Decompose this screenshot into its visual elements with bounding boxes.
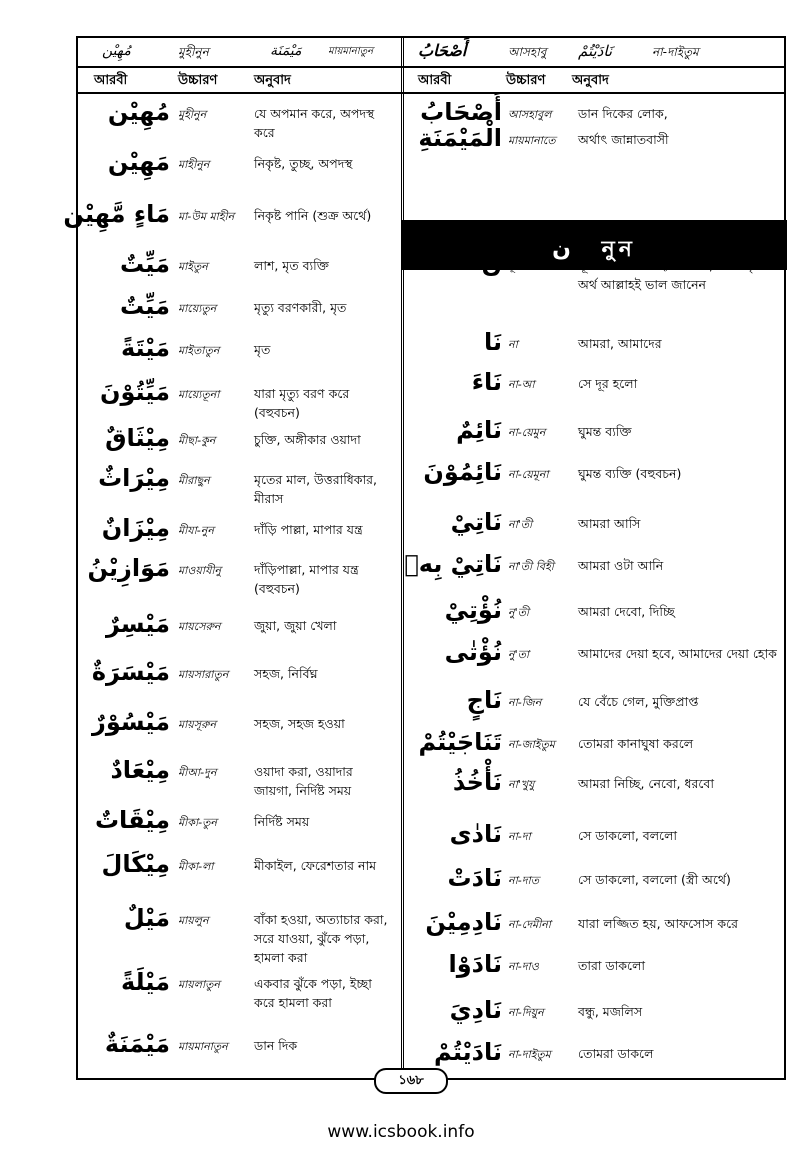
left-entry-pronunciation: মাইতুন: [178, 260, 208, 273]
right-entry-arabic: نَادَيْتُمْ: [434, 1038, 502, 1066]
left-entry-pronunciation: মায়সূরুন: [178, 718, 217, 731]
right-entry-arabic: نَأْخُذُ: [452, 768, 502, 796]
right-entry-arabic: نُؤْتٰى: [444, 638, 502, 666]
left-entry-arabic: مَيِّتٌ: [119, 250, 170, 278]
left-entry-arabic: مَيْسُوْرٌ: [92, 708, 170, 736]
right-top-entry-arabic: الْمَيْمَنَةِ: [418, 124, 502, 152]
right-top-entry-meaning: অর্থাৎ জান্নাতবাসী: [578, 132, 669, 147]
left-entry-pronunciation: মায়লাতুন: [178, 978, 220, 991]
right-entry-meaning: ঘুমন্ত ব্যক্তি (বহুবচন): [578, 466, 682, 481]
right-entry-meaning: আমরা আসি: [578, 516, 641, 531]
right-entry-pronunciation: না-দাত: [508, 874, 539, 887]
right-entry-meaning: যে বেঁচে গেল, মুক্তিপ্রাপ্ত: [578, 694, 699, 709]
right-entry-pronunciation: না-য়েমূনা: [508, 468, 549, 481]
left-entry-meaning: জুয়া, জুয়া খেলা: [254, 618, 337, 633]
footer-url: www.icsbook.info: [327, 1122, 475, 1142]
right-entry-arabic: ن: [481, 250, 502, 278]
left-entry-arabic: مَهِيْن: [107, 148, 170, 176]
left-entry-meaning: দাঁড়িপাল্লা, মাপার যন্ত্র (বহুবচন): [254, 562, 359, 596]
left-entry-meaning: যে অপমান করে, অপদস্থ করে: [254, 106, 375, 140]
header-right-translit-2: না-দাইতুম: [652, 45, 699, 59]
right-entry-pronunciation: না-দেমীনা: [508, 918, 551, 931]
left-entry-meaning: একবার ঝুঁকে পড়া, ইচ্ছা করে হামলা করা: [254, 976, 372, 1010]
header-right-translit-1: আসহাবু: [508, 45, 547, 59]
left-entry-meaning: সহজ, সহজ হওয়া: [254, 716, 345, 731]
left-entry-pronunciation: মা-উম মাহীন: [178, 210, 235, 223]
label-arabic-right: আরবী: [418, 73, 452, 88]
right-entry-pronunciation: না-দিয়ুন: [508, 1006, 544, 1019]
left-entry-arabic: مَيْتَةً: [120, 334, 170, 362]
left-entry-pronunciation: মায়লুন: [178, 914, 209, 927]
left-entry-arabic: مِيْقَاتٌ: [94, 806, 170, 834]
left-entry-arabic: مَيْسِرٌ: [105, 610, 170, 638]
right-entry-arabic: نَادِمِيْنَ: [425, 908, 502, 936]
right-entry-meaning: সে ডাকলো, বললো: [578, 828, 678, 843]
left-entry-meaning: নিকৃষ্ট, তুচ্ছ, অপদস্থ: [254, 156, 353, 171]
left-entry-pronunciation: মীছা-কুন: [178, 434, 216, 447]
left-entry-pronunciation: মাওয়াযীনু: [178, 564, 222, 577]
right-entry-arabic: نُؤْتِيْ: [444, 596, 502, 624]
left-entry-arabic: مَيْلَةً: [120, 968, 170, 996]
header-left-arabic-1: مُهِيْن: [102, 43, 131, 59]
right-entry-meaning: আমরা দেবো, দিচ্ছি: [578, 604, 675, 619]
right-entry-pronunciation: নু'তী: [508, 606, 529, 619]
left-entry-meaning: সহজ, নির্বিঘ্ন: [254, 666, 318, 681]
right-entry-pronunciation: না'তী: [508, 518, 533, 531]
label-translation-right: অনুবাদ: [572, 73, 609, 88]
header-row: [78, 38, 784, 68]
right-entry-pronunciation: না-দাও: [508, 960, 539, 973]
left-entry-meaning: যারা মৃত্যু বরণ করে (বহুবচন): [254, 386, 350, 420]
right-entry-meaning: সে ডাকলো, বললো (স্ত্রী অর্থে): [578, 872, 731, 887]
right-entry-arabic: تَنَاجَيْتُمْ: [418, 728, 502, 756]
right-entry-meaning: আমাদের দেয়া হবে, আমাদের দেয়া হোক: [578, 646, 777, 661]
column-label-row: [78, 68, 784, 94]
right-entry-arabic: نَائِمُوْنَ: [423, 458, 502, 486]
right-entry-arabic: نَاءَ: [471, 368, 502, 396]
left-entry-arabic: مِيْثَاقٌ: [105, 424, 170, 452]
right-entry-arabic: نَادَتْ: [447, 864, 502, 892]
label-translation-left: অনুবাদ: [254, 73, 291, 88]
left-entry-arabic: مَيْسَرَةٌ: [91, 658, 170, 686]
left-entry-pronunciation: মীরাছুন: [178, 474, 210, 487]
left-entry-arabic: مَوَازِيْنُ: [87, 554, 170, 582]
left-entry-arabic: مِيْكَالَ: [101, 850, 170, 878]
right-top-entry-meaning: ডান দিকের লোক,: [578, 106, 668, 121]
header-right-arabic-2: نَادَيْتُمْ: [578, 42, 613, 60]
left-entry-meaning: নিকৃষ্ট পানি (শুক্র অর্থে): [254, 208, 372, 223]
left-entry-meaning: চুক্তি, অঙ্গীকার ওয়াদা: [254, 432, 361, 447]
left-entry-meaning: বাঁকা হওয়া, অত্যাচার করা, সরে যাওয়া, ঝুঁকে পড়া, হামলা করা: [254, 912, 388, 965]
dictionary-page: [63, 36, 786, 1088]
left-entry-arabic: مَيْلٌ: [123, 904, 170, 932]
right-entry-meaning: যারা লজ্জিত হয়, আফসোস করে: [578, 916, 739, 931]
right-entry-arabic: نَادَوْا: [448, 950, 502, 978]
left-entry-arabic: مِيْعَادٌ: [110, 756, 170, 784]
left-entry-arabic: مِيْزَانٌ: [101, 514, 170, 542]
left-entry-pronunciation: মায়্যেতুন: [178, 302, 217, 315]
left-entry-arabic: مَيِّتُوْنَ: [100, 378, 170, 406]
right-entry-pronunciation: না-দা: [508, 830, 531, 843]
right-entry-arabic: نَائِمٌ: [456, 416, 502, 444]
right-entry-pronunciation: না-য়েমুন: [508, 426, 546, 439]
header-left-translit-2: মায়মানাতুন: [328, 46, 374, 57]
right-entry-meaning: আমরা ওটা আনি: [578, 558, 664, 573]
right-entry-pronunciation: নু'তা: [508, 648, 530, 661]
left-entry-meaning: ডান দিক: [254, 1038, 298, 1053]
label-pronunciation-right: উচ্চারণ: [506, 73, 546, 88]
left-entry-arabic: مَيْمَنَةٌ: [104, 1030, 170, 1058]
header-left-translit-1: মুহীনুন: [178, 45, 209, 59]
right-entry-pronunciation: না'তী বিহী: [508, 560, 554, 573]
right-top-entry-arabic: أَصْحَابُ: [420, 98, 502, 126]
section-name: নুন: [601, 237, 636, 262]
right-entry-arabic: نَاتِيْ بِهٖ: [404, 550, 502, 578]
left-entry-meaning: মীকাইল, ফেরেশতার নাম: [254, 858, 377, 873]
left-entry-meaning: মৃত্যু বরণকারী, মৃত: [254, 300, 347, 315]
left-entry-arabic: مِيْرَاثٌ: [98, 464, 170, 492]
header-left-arabic-2: مَيْمَنَة: [270, 43, 302, 59]
right-entry-meaning: তোমরা ডাকলে: [578, 1046, 654, 1061]
right-entry-meaning: আমরা নিচ্ছি, নেবো, ধরবো: [578, 776, 714, 791]
left-entry-arabic: مَيِّتٌ: [119, 292, 170, 320]
right-entry-meaning: তোমরা কানাঘুষা করলে: [578, 736, 694, 751]
left-entry-meaning: মৃতের মাল, উত্তরাধিকার, মীরাস: [254, 472, 377, 506]
right-entry-pronunciation: না'খুযু: [508, 778, 535, 791]
right-entry-meaning: সূরার প্রথমে ব্যবহৃত অক্ষর, এর প্রকৃত অর্থ আল্লাহই ভাল জানেন: [578, 258, 765, 292]
header-right-arabic-1: أَصْحَابُ: [418, 41, 467, 60]
left-entry-pronunciation: মাইতাতুন: [178, 344, 220, 357]
right-entry-meaning: সে দূর হলো: [578, 376, 638, 391]
left-entry-pronunciation: মায়সেরুন: [178, 620, 221, 633]
left-entry-pronunciation: মায়সারাতুন: [178, 668, 229, 681]
right-entry-pronunciation: না-আ: [508, 378, 535, 391]
left-entry-pronunciation: মীকা-লা: [178, 860, 214, 873]
right-entry-meaning: আমরা, আমাদের: [578, 336, 662, 351]
section-letter: ن: [552, 237, 571, 262]
right-entry-arabic: نَادٰى: [449, 820, 502, 848]
left-entry-pronunciation: মায়্যেতূনা: [178, 388, 220, 401]
right-entry-pronunciation: নূন: [508, 260, 522, 273]
left-entry-pronunciation: মুহীনুন: [178, 108, 207, 121]
left-entry-pronunciation: মীযা-নুন: [178, 524, 214, 537]
left-entry-meaning: দাঁড়ি পাল্লা, মাপার যন্ত্র: [254, 522, 363, 537]
right-entry-meaning: বন্ধু, মজলিস: [578, 1004, 643, 1019]
right-entry-arabic: نَاجٍ: [466, 686, 502, 714]
right-entry-meaning: ঘুমন্ত ব্যক্তি: [578, 424, 632, 439]
left-entry-meaning: ওয়াদা করা, ওয়াদার জায়গা, নির্দিষ্ট সময়: [254, 764, 353, 798]
right-entry-arabic: نَاتِيْ: [450, 508, 502, 536]
right-entry-arabic: نَادِيَ: [449, 996, 502, 1024]
left-entry-arabic: مُهِيْن: [107, 98, 170, 126]
left-entry-pronunciation: মাহীনুন: [178, 158, 210, 171]
page-number: ১৬৮: [374, 1068, 448, 1094]
right-entry-meaning: তারা ডাকলো: [578, 958, 646, 973]
label-pronunciation-left: উচ্চারণ: [178, 73, 218, 88]
right-top-entry-pronunciation: মায়মানাতে: [508, 134, 556, 147]
right-entry-pronunciation: না-জিন: [508, 696, 542, 709]
label-arabic-left: আরবী: [94, 73, 128, 88]
left-entry-meaning: নির্দিষ্ট সময়: [254, 814, 310, 829]
right-entry-arabic: نَا: [483, 328, 502, 356]
left-entry-pronunciation: মীআ-দুন: [178, 766, 217, 779]
right-top-entry-pronunciation: আসহাবুল: [508, 108, 552, 121]
right-entry-pronunciation: না-জাইতুম: [508, 738, 555, 751]
left-entry-pronunciation: মায়মানাতুন: [178, 1040, 228, 1053]
left-entry-meaning: মৃত: [254, 342, 271, 357]
right-entry-pronunciation: না-দাইতুম: [508, 1048, 551, 1061]
left-entry-arabic: مَاءٍ مَّهِيْن: [63, 200, 170, 228]
right-entry-pronunciation: না: [508, 338, 518, 351]
left-entry-pronunciation: মীকা-তুন: [178, 816, 217, 829]
left-entry-meaning: লাশ, মৃত ব্যক্তি: [254, 258, 329, 273]
